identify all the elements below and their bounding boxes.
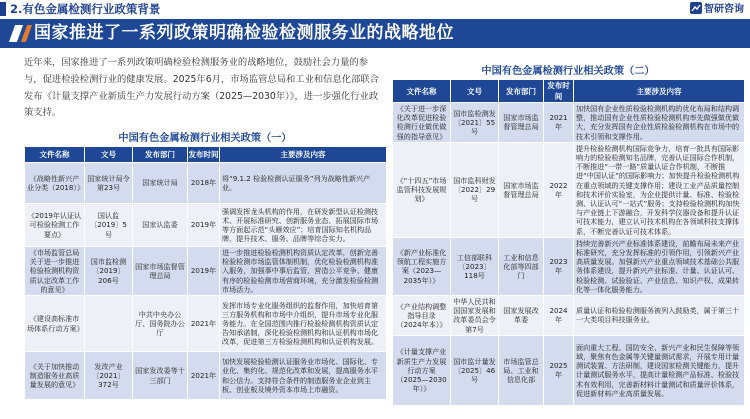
cell-name: 《计量支撑产业新质生产力发展行动方案（2025—2030年）》 (393, 335, 451, 405)
cell-name: 《2019年认证认可检验检测工作要点》 (25, 204, 85, 247)
table-header-row (25, 147, 387, 163)
table-row (25, 296, 387, 352)
col-header-dept: 发布部门 (499, 80, 544, 103)
brand-name: 智研咨询 (704, 4, 744, 15)
table2-title: 中国有色金属检测行业相关政策（二） (481, 66, 655, 77)
table-row (25, 352, 387, 400)
cell-name: 《“十四五”市场监管科技发展规划》 (393, 142, 451, 237)
cell-docno: 国认监〔2019〕5号 (85, 204, 133, 247)
cell-docno: 发改产业〔2021〕372号 (85, 352, 133, 400)
cell-dept: 工业和信息化部等四部门 (499, 237, 544, 295)
cell-date: 2024年 (544, 296, 574, 336)
table-row (393, 296, 745, 336)
cell-dept: 国家市场监督管理总局 (133, 247, 188, 296)
cell-name: 《新产业标准化领航工程实施方案（2023—2035年）》 (393, 237, 451, 295)
cell-dept: 国家市场监督管理总局 (499, 142, 544, 237)
col-header-content: 主要涉及内容 (220, 147, 387, 163)
banner-title: 国家推进了一系列政策明确检验检测服务业的战略地位 (34, 23, 454, 43)
col-header-date: 发布时间 (188, 147, 220, 163)
cell-docno: 中华人民共和国国家发展和改革委员会令第7号 (451, 296, 499, 336)
cell-docno: 国市监检测〔2019〕206号 (85, 247, 133, 296)
cell-docno: 国家统计局令第23号 (85, 163, 133, 204)
table-row (393, 103, 745, 143)
cell-content: 面向重大工程、国防安全、新兴产业和民生保障等领域，聚焦有色金属等关键量测试需求，开展专用计量测试装置、方法研制，建设国家检测关键能力，提升计量测试服务水平，提高计量检测产品标准、检验技术有效利用，完善新材料计量测试和质量评价体系，促进新材料产业高质量发展。 (574, 335, 745, 405)
cell-dept: 国家统计局 (133, 163, 188, 204)
table-header-row (393, 80, 745, 103)
table-row (393, 142, 745, 237)
table-row (393, 335, 745, 405)
cell-name: 《市场监管总局关于进一步推进检验检测机构资质认定改革工作的意见》 (25, 247, 85, 296)
cell-content: 加快发展检验检测认证服务业市场化、国际化、专业化、集约化、规范化改革和发展，提高服务水平和公信力。支持符合条件的制造服务业企业到主板、创业板及境外资本市场上市融资。 (220, 352, 387, 400)
col-header-dept: 发布部门 (133, 147, 188, 163)
cell-date: 2021年 (188, 352, 220, 400)
cell-content: 进一步推进检验检测机构资质认定改革，创新完善检验检测市场监管体制机制，优化检验检测机构准入服务，加强事中事后监管，营造公平竞争、健康有序的检验检测市场营商环境，充分激发检验检测市场活力。 (220, 247, 387, 296)
cell-docno: 国市监计量发〔2025〕46号 (451, 335, 499, 405)
cell-date: 2025年 (544, 335, 574, 405)
cell-date: 2022年 (544, 142, 574, 237)
header-accent-bar (0, 2, 6, 16)
col-header-name: 文件名称 (393, 80, 451, 103)
table-row (25, 247, 387, 296)
intro-paragraph: 近年来，国家推进了一系列政策明确检验检测服务业的战略地位，鼓励社会力量的参与，促进检验检测行业的健康发展。2025年6月，市场监管总局和工业和信息化部联合发布《计量支撑产业新质生产力发展行动方案（2025—2030年）》，进一步强化行业政策支持。 (24, 57, 379, 119)
col-header-docno: 文号 (85, 147, 133, 163)
cell-date: 2023年 (544, 237, 574, 295)
table-row (393, 237, 745, 295)
brand (690, 2, 744, 17)
cell-dept: 国家发展改革委 (499, 296, 544, 336)
cell-dept: 国家发改委等十三部门 (133, 352, 188, 400)
table1-title: 中国有色金属检测行业相关政策（一） (118, 133, 292, 144)
cell-docno: 工信部联科〔2023〕118号 (451, 237, 499, 295)
cell-docno: 国市监检测发〔2021〕55号 (451, 103, 499, 143)
policy-table-1 (24, 146, 387, 400)
cell-dept: 市场监管总局、工业和信息化部 (499, 335, 544, 405)
cell-date: 2021年 (188, 296, 220, 352)
cell-dept: 国家市场监督管理总局 (499, 103, 544, 143)
table-row (25, 204, 387, 247)
cell-docno: 国市监科财发〔2022〕29号 (451, 142, 499, 237)
cell-content: 发挥市场专业化服务组织的监督作用，加快培育第三方服务机构和市场中介组织，提升市场专业化服务能力。在全国范围内推行检验检测机构资质认定告知承诺制，深化检验检测机构和认证机构市场化改革，促进第三方检验检测机构和认证机构发展。 (220, 296, 387, 352)
col-header-date: 发布时间 (544, 80, 574, 103)
cell-date: 2018年 (188, 163, 220, 204)
section-header (0, 0, 750, 19)
cell-dept: 国家认监委 (133, 204, 188, 247)
cell-content: 加快国有企业性质检验检测机构的优化布局和结构调整，推动国有企业性质检验检测机构率先做强做优做大，充分发挥国有企业性质检验检测机构在市场中的技术引领和支撑作用。 (574, 103, 745, 143)
section-title: 2.有色金属检测行业政策背景 (10, 2, 161, 16)
cell-content: 强调发挥龙头机构的作用，在研发新型认证检测技术、开展标准研究、创新服务业态、拓展国际市场等方面起示范“头雁效应”；培育国际知名机构品牌，提升技术、服务、品牌等综合实力。 (220, 204, 387, 247)
cell-name: 《关于进一步深化改革促进检验检测行业做优做强的指导意见》 (393, 103, 451, 143)
cell-name: 《产业结构调整指导目录（2024年本）》 (393, 296, 451, 336)
cell-name: 《战略性新兴产业分类（2018）》 (25, 163, 85, 204)
cell-docno (85, 296, 133, 352)
cell-content: 提升检验检测机构国际竞争力，培育一批具有国际影响力的检验检测知名品牌，完善认证国际合作机制，不断推进“一带一路”质量认证合作机制，不断推进“中国认证”的国际影响力；加快提升检验检测机构在重点领域的关键支撑作用；建设工业产品质量控制和技术评价实验室，为企业提供计量、标准、检验检测、认证认可“一站式”服务；支持检验检测机构加快与产业链上下游融合，开发科学仪器设备和提升认证可技术能力，建立认可技术机构在各领域科技支撑体系，不断完善认证可技术体系。 (574, 142, 745, 237)
table-row (25, 163, 387, 204)
policy-table-2 (392, 79, 745, 406)
brand-logo-icon (690, 2, 702, 14)
col-header-name: 文件名称 (25, 147, 85, 163)
cell-content: 将“9.1.2 检验检测认证服务”列为战略性新兴产业。 (220, 163, 387, 204)
col-header-docno: 文号 (451, 80, 499, 103)
cell-date: 2021年 (544, 103, 574, 143)
cell-name: 《关于加快推动制造服务业高质量发展的意见》 (25, 352, 85, 400)
cell-content: 持续完善新兴产业标准体系建设，前瞻布局未来产业标准研究，充分发挥标准的引领作用，引领新兴产业高质量发展。加强新兴产业重点领域技术基础公共服务体系建设，提升新兴产业标准、计量、认证认可、检验检测、试验验证、产业信息、知识产权、成果转化等一体化服务能力。 (574, 237, 745, 295)
col-header-content: 主要涉及内容 (574, 80, 745, 103)
cell-date: 2019年 (188, 247, 220, 296)
cell-dept: 中共中央办公厅、国务院办公厅 (133, 296, 188, 352)
cell-date: 2019年 (188, 204, 220, 247)
cell-content: 质量认证和检验检测服务被列入鼓励类，属于第三十一大类项目科技服务业。 (574, 296, 745, 336)
cell-name: 《建设高标准市场体系行动方案》 (25, 296, 85, 352)
